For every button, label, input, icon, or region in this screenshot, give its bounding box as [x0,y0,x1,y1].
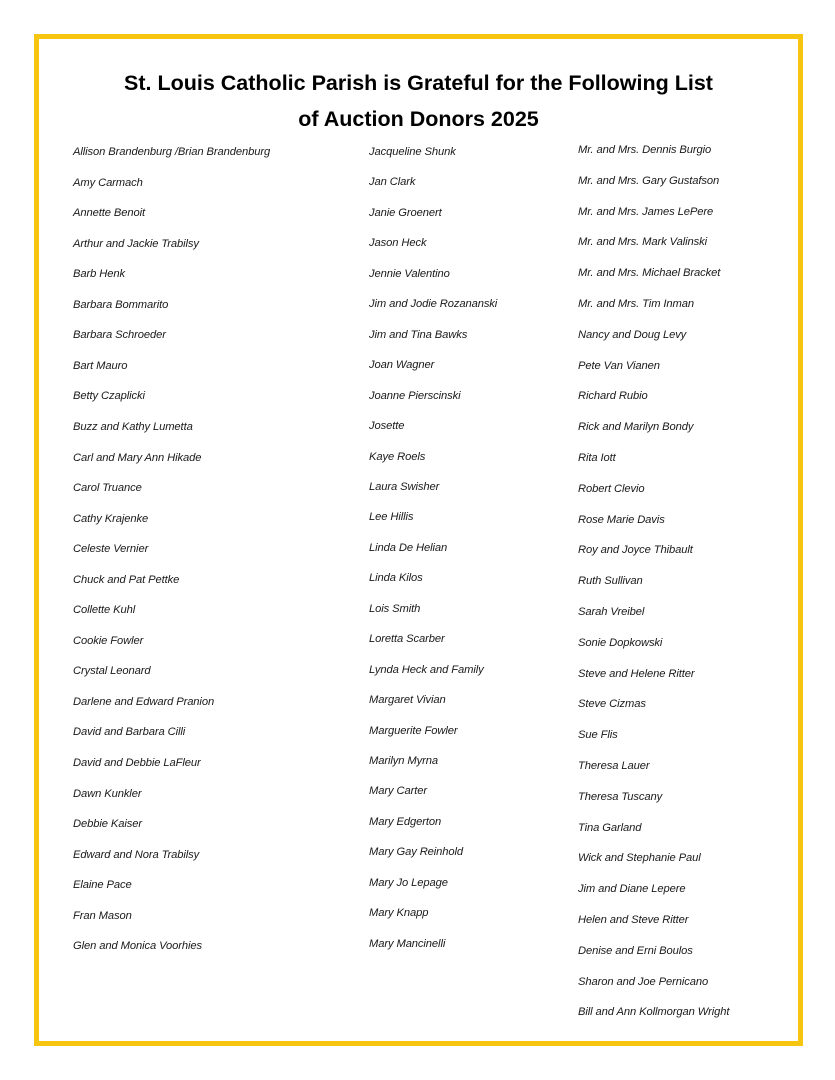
donor-name: Barbara Schroeder [73,329,166,342]
donor-name: Dawn Kunkler [73,787,142,800]
donor-name: Lee Hillis [369,511,414,524]
donor-name: Rose Marie Davis [578,513,665,526]
donor-name: Betty Czaplicki [73,390,145,403]
donor-name: Linda De Helian [369,541,448,554]
donor-name: Jennie Valentino [369,267,450,280]
donor-name: Mr. and Mrs. Tim Inman [578,298,695,310]
donor-name: David and Barbara Cilli [73,726,186,739]
page-title [39,65,798,137]
donor-name: Wick and Stephanie Paul [578,852,701,865]
donor-name: Crystal Leonard [73,665,151,678]
donor-name: Janie Groenert [369,206,442,219]
donor-name: Denise and Erni Boulos [578,944,693,957]
donor-name: Chuck and Pat Pettke [73,573,180,586]
donor-name: Bill and Ann Kollmorgan Wright [578,1006,730,1019]
donor-name: Darlene and Edward Pranion [73,695,215,708]
donor-name: David and Debbie LaFleur [73,757,201,769]
donor-name: Sarah Vreibel [578,606,645,618]
donor-name: Jan Clark [369,176,416,189]
donor-name: Glen and Monica Voorhies [73,940,203,953]
donor-name: Mary Carter [369,785,427,798]
donor-name: Pete Van Vianen [578,359,660,372]
donor-name: Jason Heck [369,237,427,250]
donor-name: Loretta Scarber [369,633,445,646]
donor-name: Jim and Tina Bawks [369,328,468,341]
donor-name: Fran Mason [73,909,132,922]
donor-name: Cookie Fowler [73,634,144,647]
donor-name: Mary Edgerton [369,815,442,828]
donor-name: Barb Henk [73,268,125,281]
donor-name: Rick and Marilyn Bondy [578,421,694,434]
donor-name: Collette Kuhl [73,604,136,617]
title-line-1: St. Louis Catholic Parish is Grateful for the Following List [124,71,713,95]
donor-name: Jim and Diane Lepere [578,883,686,896]
donor-name: Steve Cizmas [578,698,646,711]
donor-name: Jacqueline Shunk [369,146,456,158]
donor-name: Roy and Joyce Thibault [578,544,693,557]
donor-name: Annette Benoit [73,207,145,220]
donor-name: Steve and Helene Ritter [578,667,695,680]
donor-name: Mary Jo Lepage [369,876,448,889]
donor-name: Joan Wagner [369,359,435,372]
donor-name: Sue Flis [578,729,618,742]
donor-name: Elaine Pace [73,879,132,892]
donor-name: Mary Knapp [369,907,429,920]
donor-name: Nancy and Doug Levy [578,328,687,341]
donor-name: Linda Kilos [369,572,423,585]
donor-name: Jim and Jodie Rozananski [369,298,498,311]
donor-name: Celeste Vernier [73,543,149,556]
donor-name: Margaret Vivian [369,694,446,707]
donor-name: Buzz and Kathy Lumetta [73,420,193,433]
donor-name: Richard Rubio [578,390,648,403]
donor-name: Ruth Sullivan [578,575,643,588]
donor-name: Joanne Pierscinski [369,389,461,402]
donor-name: Lynda Heck and Family [369,663,484,676]
donor-name: Arthur and Jackie Trabilsy [73,237,199,250]
donor-name: Marguerite Fowler [369,724,458,737]
donor-name: Lois Smith [369,602,421,615]
donor-name: Mary Gay Reinhold [369,846,464,859]
donor-name: Bart Mauro [73,359,128,372]
title-line-2: of Auction Donors 2025 [298,107,539,131]
donor-name: Cathy Krajenke [73,512,149,525]
donor-name: Laura Swisher [369,480,440,493]
donor-name: Mary Mancinelli [369,937,446,950]
donor-name: Josette [369,420,405,433]
donor-name: Mr. and Mrs. Mark Valinski [578,236,707,249]
donor-name: Carl and Mary Ann Hikade [73,451,202,464]
donor-name: Mr. and Mrs. James LePere [578,205,714,218]
donor-name: Allison Brandenburg /Brian Brandenburg [73,146,271,158]
donor-name: Mr. and Mrs. Dennis Burgio [578,144,712,156]
donor-name: Helen and Steve Ritter [578,914,689,926]
donor-name: Sonie Dopkowski [578,636,663,649]
donor-name: Mr. and Mrs. Michael Bracket [578,267,721,280]
donor-name: Edward and Nora Trabilsy [73,848,200,861]
donor-name: Theresa Lauer [578,760,650,772]
donor-name: Kaye Roels [369,450,426,463]
donor-name: Mr. and Mrs. Gary Gustafson [578,174,720,187]
donor-name: Rita Iott [578,452,616,464]
donor-name: Tina Garland [578,821,642,834]
donor-name: Barbara Bommarito [73,298,169,311]
donor-name: Amy Carmach [73,176,143,189]
donor-name: Robert Clevio [578,482,645,495]
donor-name: Marilyn Myrna [369,755,438,767]
donor-name: Theresa Tuscany [578,790,663,803]
donor-name: Sharon and Joe Pernicano [578,975,709,988]
donor-name: Carol Truance [73,482,142,495]
donor-name: Debbie Kaiser [73,818,142,831]
